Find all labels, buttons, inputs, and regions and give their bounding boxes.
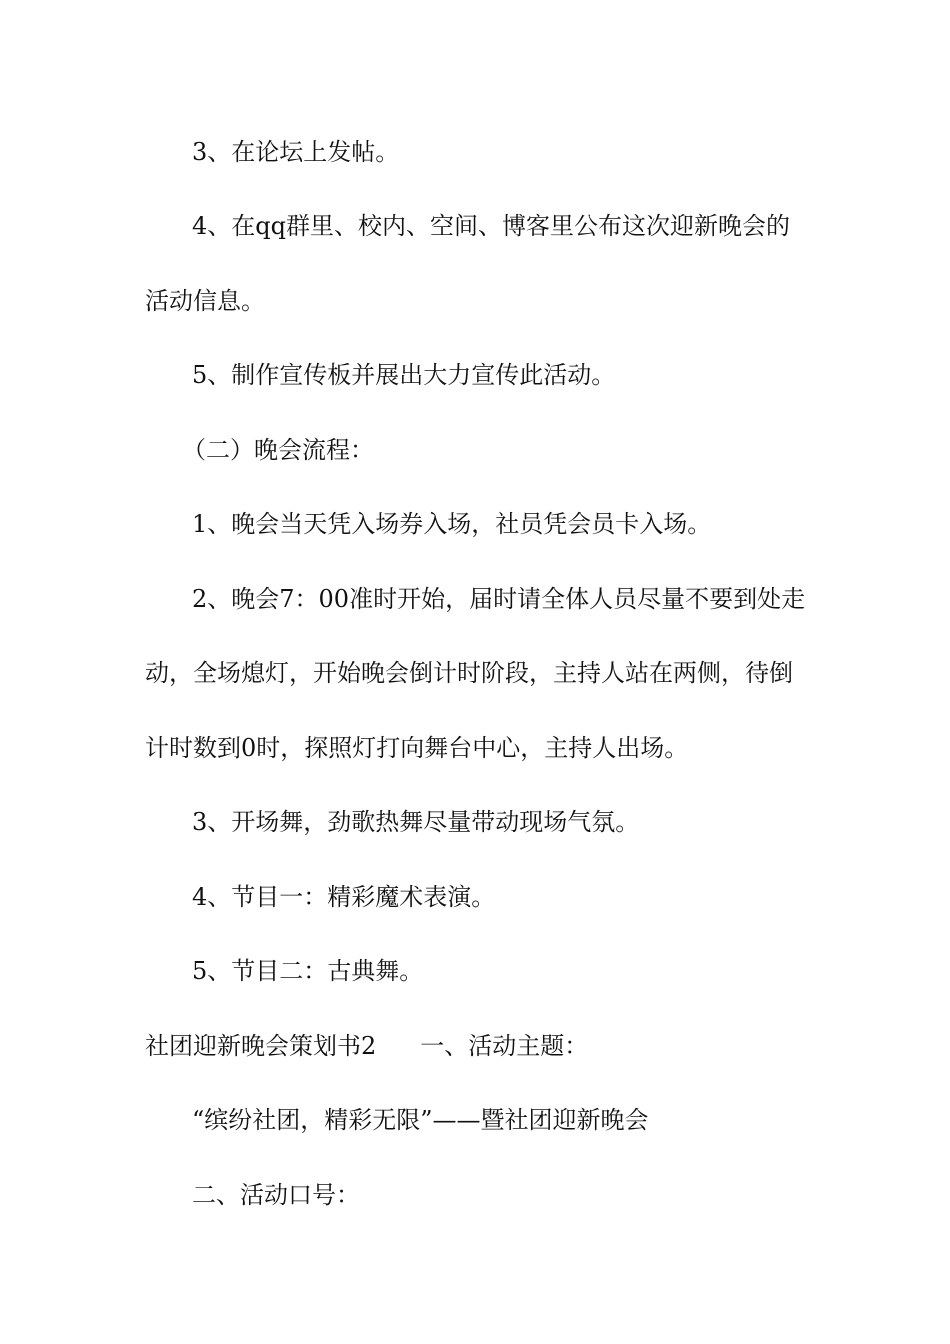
heading-title: 社团迎新晚会策划书2 (145, 1032, 377, 1060)
heading-section: 一、活动主题： (420, 1032, 589, 1060)
text-line: 动，全场熄灯，开始晚会倒计时阶段，主持人站在两侧，待倒 (145, 659, 793, 687)
text-line: 3、开场舞，劲歌热舞尽量带动现场气氛。 (192, 808, 640, 836)
text-line: 活动信息。 (145, 287, 265, 315)
text-line: 4、在qq群里、校内、空间、博客里公布这次迎新晚会的 (192, 212, 790, 240)
text-line: 5、节目二：古典舞。 (192, 957, 424, 985)
text-line: 3、在论坛上发帖。 (192, 138, 400, 166)
text-line: 4、节目一：精彩魔术表演。 (192, 883, 496, 911)
text-line: 计时数到0时，探照灯打向舞台中心，主持人出场。 (145, 734, 689, 762)
document-heading (145, 1029, 815, 1063)
theme-line: “缤纷社团，精彩无限”——暨社团迎新晚会 (192, 1106, 649, 1134)
text-line: 5、制作宣传板并展出大力宣传此活动。 (192, 361, 616, 389)
section-heading: （二）晚会流程： (182, 436, 374, 464)
text-line: 1、晚会当天凭入场券入场，社员凭会员卡入场。 (192, 510, 712, 538)
slogan-heading: 二、活动口号： (192, 1181, 360, 1209)
text-line: 2、晚会7：00准时开始，届时请全体人员尽量不要到处走 (192, 585, 806, 613)
